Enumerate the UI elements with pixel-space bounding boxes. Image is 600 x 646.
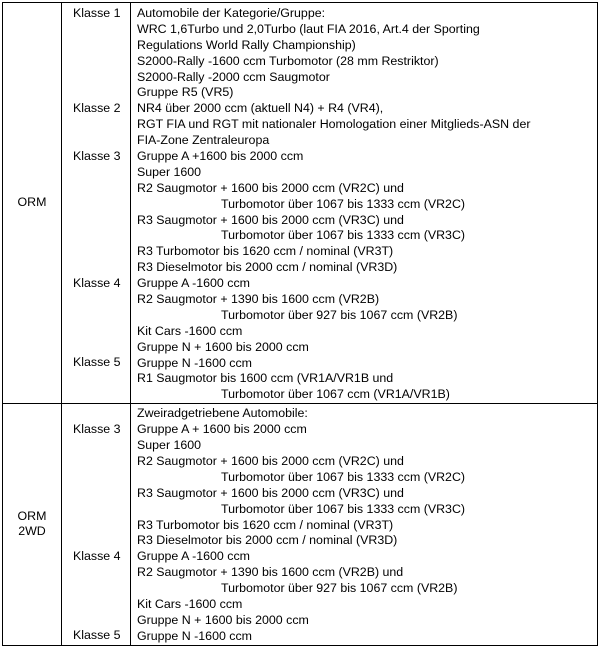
description-line: Gruppe A + 1600 bis 2000 ccm — [137, 422, 307, 437]
category-cell — [3, 3, 62, 404]
description-line: Kit Cars -1600 ccm — [137, 596, 243, 611]
description-line: R3 Saugmotor + 1600 bis 2000 ccm (VR3C) und — [137, 485, 404, 500]
description-line: R2 Saugmotor + 1600 bis 2000 ccm (VR2C) und — [137, 180, 404, 195]
description-line: Gruppe A -1600 ccm — [137, 276, 250, 291]
description-line: Gruppe N -1600 ccm — [137, 355, 253, 370]
description-line: R2 Saugmotor + 1600 bis 2000 ccm (VR2C) und — [137, 453, 404, 468]
class-table — [2, 2, 598, 646]
description-line: R3 Dieselmotor bis 2000 ccm / nominal (VR3D) — [137, 260, 398, 275]
class-label: Klasse 5 — [73, 628, 121, 643]
class-label: Klasse 3 — [73, 149, 121, 163]
description-line: Gruppe N + 1600 bis 2000 ccm — [137, 612, 309, 627]
description-line: Automobile der Kategorie/Gruppe: — [137, 6, 326, 20]
class-cell — [62, 3, 131, 404]
description-line: Turbomotor über 1067 bis 1333 ccm (VR3C) — [221, 501, 466, 516]
description-line: Super 1600 — [137, 164, 202, 179]
description-line: RGT FIA und RGT mit nationaler Homologation einer Mitglieds-ASN der — [137, 117, 531, 132]
description-line: R2 Saugmotor + 1390 bis 1600 ccm (VR2B) und — [137, 565, 404, 580]
class-label: Klasse 2 — [73, 101, 121, 115]
category-label: ORM — [17, 508, 47, 523]
description-line: R3 Saugmotor + 1600 bis 2000 ccm (VR3C) und — [137, 212, 404, 227]
class-label: Klasse 4 — [73, 276, 121, 290]
regulation-document — [2, 2, 598, 642]
category-label: ORM — [17, 195, 47, 210]
category-label: 2WD — [18, 524, 46, 539]
description-cell — [131, 3, 598, 404]
description-line: FIA-Zone Zentraleuropa — [137, 133, 270, 148]
group-row-orm — [3, 3, 598, 404]
description-line: Turbomotor über 1067 bis 1333 ccm (VR2C) — [221, 196, 466, 211]
group-row-orm-2wd — [3, 404, 598, 645]
description-line: R3 Dieselmotor bis 2000 ccm / nominal (VR3D) — [137, 533, 398, 548]
description-line: Turbomotor über 927 bis 1067 ccm (VR2B) — [221, 581, 458, 596]
category-cell — [3, 404, 62, 645]
description-cell — [131, 404, 598, 645]
description-line: R2 Saugmotor + 1390 bis 1600 ccm (VR2B) — [137, 292, 380, 307]
description-line: Kit Cars -1600 ccm — [137, 323, 243, 338]
description-line: Turbomotor über 927 bis 1067 ccm (VR2B) — [221, 307, 458, 322]
description-line: S2000-Rally -2000 ccm Saugmotor — [137, 69, 330, 84]
description-line: Regulations World Rally Championship) — [137, 37, 356, 52]
description-line: WRC 1,6Turbo und 2,0Turbo (laut FIA 2016, Art.4 der Sporting — [137, 21, 480, 36]
class-label: Klasse 4 — [73, 549, 121, 564]
description-line: R3 Turbomotor bis 1620 ccm / nominal (VR3T) — [137, 244, 394, 259]
description-line: Turbomotor über 1067 bis 1333 ccm (VR2C) — [221, 469, 466, 484]
description-line: Zweiradgetriebene Automobile: — [137, 406, 308, 421]
class-label: Klasse 3 — [73, 422, 121, 437]
description-line: Gruppe A +1600 bis 2000 ccm — [137, 149, 304, 164]
description-line: Gruppe A -1600 ccm — [137, 549, 250, 564]
description-line: S2000-Rally -1600 ccm Turbomotor (28 mm Restriktor) — [137, 53, 439, 68]
class-label: Klasse 5 — [73, 355, 121, 369]
description-line: Turbomotor über 1067 ccm (VR1A/VR1B) — [221, 387, 450, 402]
description-line: R1 Saugmotor bis 1600 ccm (VR1A/VR1B und — [137, 371, 394, 386]
description-line: Super 1600 — [137, 438, 202, 453]
description-line: Gruppe N + 1600 bis 2000 ccm — [137, 339, 309, 354]
description-line: Gruppe N -1600 ccm — [137, 628, 253, 643]
description-line: NR4 über 2000 ccm (aktuell N4) + R4 (VR4), — [137, 101, 384, 116]
class-label: Klasse 1 — [73, 6, 121, 20]
description-line: Turbomotor über 1067 bis 1333 ccm (VR3C) — [221, 228, 466, 243]
description-line: Gruppe R5 (VR5) — [137, 85, 234, 100]
description-line: R3 Turbomotor bis 1620 ccm / nominal (VR3T) — [137, 517, 394, 532]
class-cell — [62, 404, 131, 645]
